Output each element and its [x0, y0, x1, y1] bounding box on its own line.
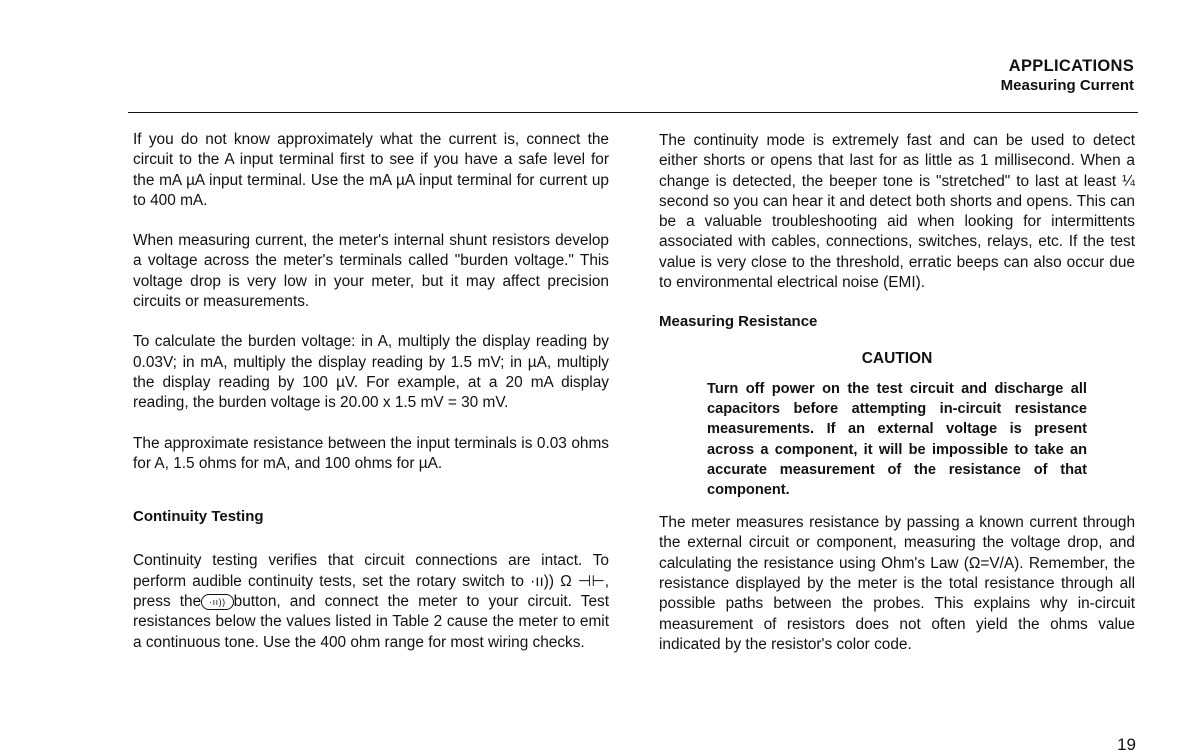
paragraph-burden-voltage: When measuring current, the meter's internal shunt resistors develop a voltage across the meter's terminals called "burden voltage." This voltage drop is very low in your meter, but it may affect precision circuits or measurements.: [133, 232, 609, 311]
left-column: [133, 130, 609, 653]
continuity-testing-heading: Continuity Testing: [133, 508, 264, 526]
paragraph-resistance-measurement: The meter measures resistance by passing a known current through the external circuit or component, measuring the voltage drop, and calculating the resistance using Ohm's Law (Ω=V/A). Remember, the resistance displayed by the meter is the total resistance through all possible paths between the probes. This explains why in-circuit measurement of resistors does not often yield the ohms value indicated by the resistor's color code.: [659, 514, 1135, 653]
header-rule: [128, 112, 1138, 113]
paragraph-terminal-resistance: The approximate resistance between the input terminals is 0.03 ohms for A, 1.5 ohms for mA, and 100 ohms for µA.: [133, 434, 609, 472]
continuity-text-intro: Continuity testing verifies that circuit connections are intact. To perform audible continuity tests, set the rotary switch to: [133, 552, 609, 590]
rotary-switch-symbols: ·ıı)) Ω ⊣⊢,: [530, 572, 610, 590]
right-column: [659, 131, 1135, 655]
continuity-text-press: press the: [133, 593, 202, 611]
running-header: [1001, 56, 1134, 96]
page-number: 19: [1117, 735, 1136, 754]
continuity-text-rest: button, and connect the meter to your circuit. Test resistances below the values listed in Table 2 cause the meter to emit a continuous tone. Use the 400 ohm range for most wiring checks.: [133, 593, 609, 651]
measuring-resistance-heading: Measuring Resistance: [659, 313, 818, 331]
paragraph-burden-calculation: To calculate the burden voltage: in A, multiply the display reading by 0.03V; in mA, multiply the display reading by 1.5 mV; in µA, multiply the display reading by 100 µV. For example, at a 20 mA display reading, the burden voltage is 20.00 x 1.5 mV = 30 mV.: [133, 333, 609, 412]
caution-text: Turn off power on the test circuit and discharge all capacitors before attempting in-circuit resistance measurements. If an external voltage is present across a component, it will be impossible to take an accurate measurement of the resistance of that component.: [707, 380, 1087, 498]
paragraph-continuity-testing: [133, 551, 609, 652]
subsection-title: Measuring Current: [1000, 77, 1134, 94]
paragraph-continuity-mode: The continuity mode is extremely fast and can be used to detect either shorts or opens that last for as little as 1 millisecond. When a change is detected, the beeper tone is "stretched" to last at least ¼ second so you can hear it and detect both shorts and opens. This can be a valuable troubleshooting aid when looking for intermittents associated with cables, connections, switches, relays, etc. If the test value is very close to the threshold, erratic beeps can also occur due to environmental electrical noise (EMI).: [659, 132, 1135, 292]
caution-title: CAUTION: [861, 349, 933, 367]
paragraph-current-input: If you do not know approximately what the current is, connect the circuit to the A input terminal first to see if you have a safe level for the mA µA input terminal. Use the mA µA input terminal for current up to 400 mA.: [133, 131, 609, 209]
section-title: APPLICATIONS: [1008, 57, 1134, 75]
beeper-button-icon: ·ıı)): [201, 594, 234, 610]
